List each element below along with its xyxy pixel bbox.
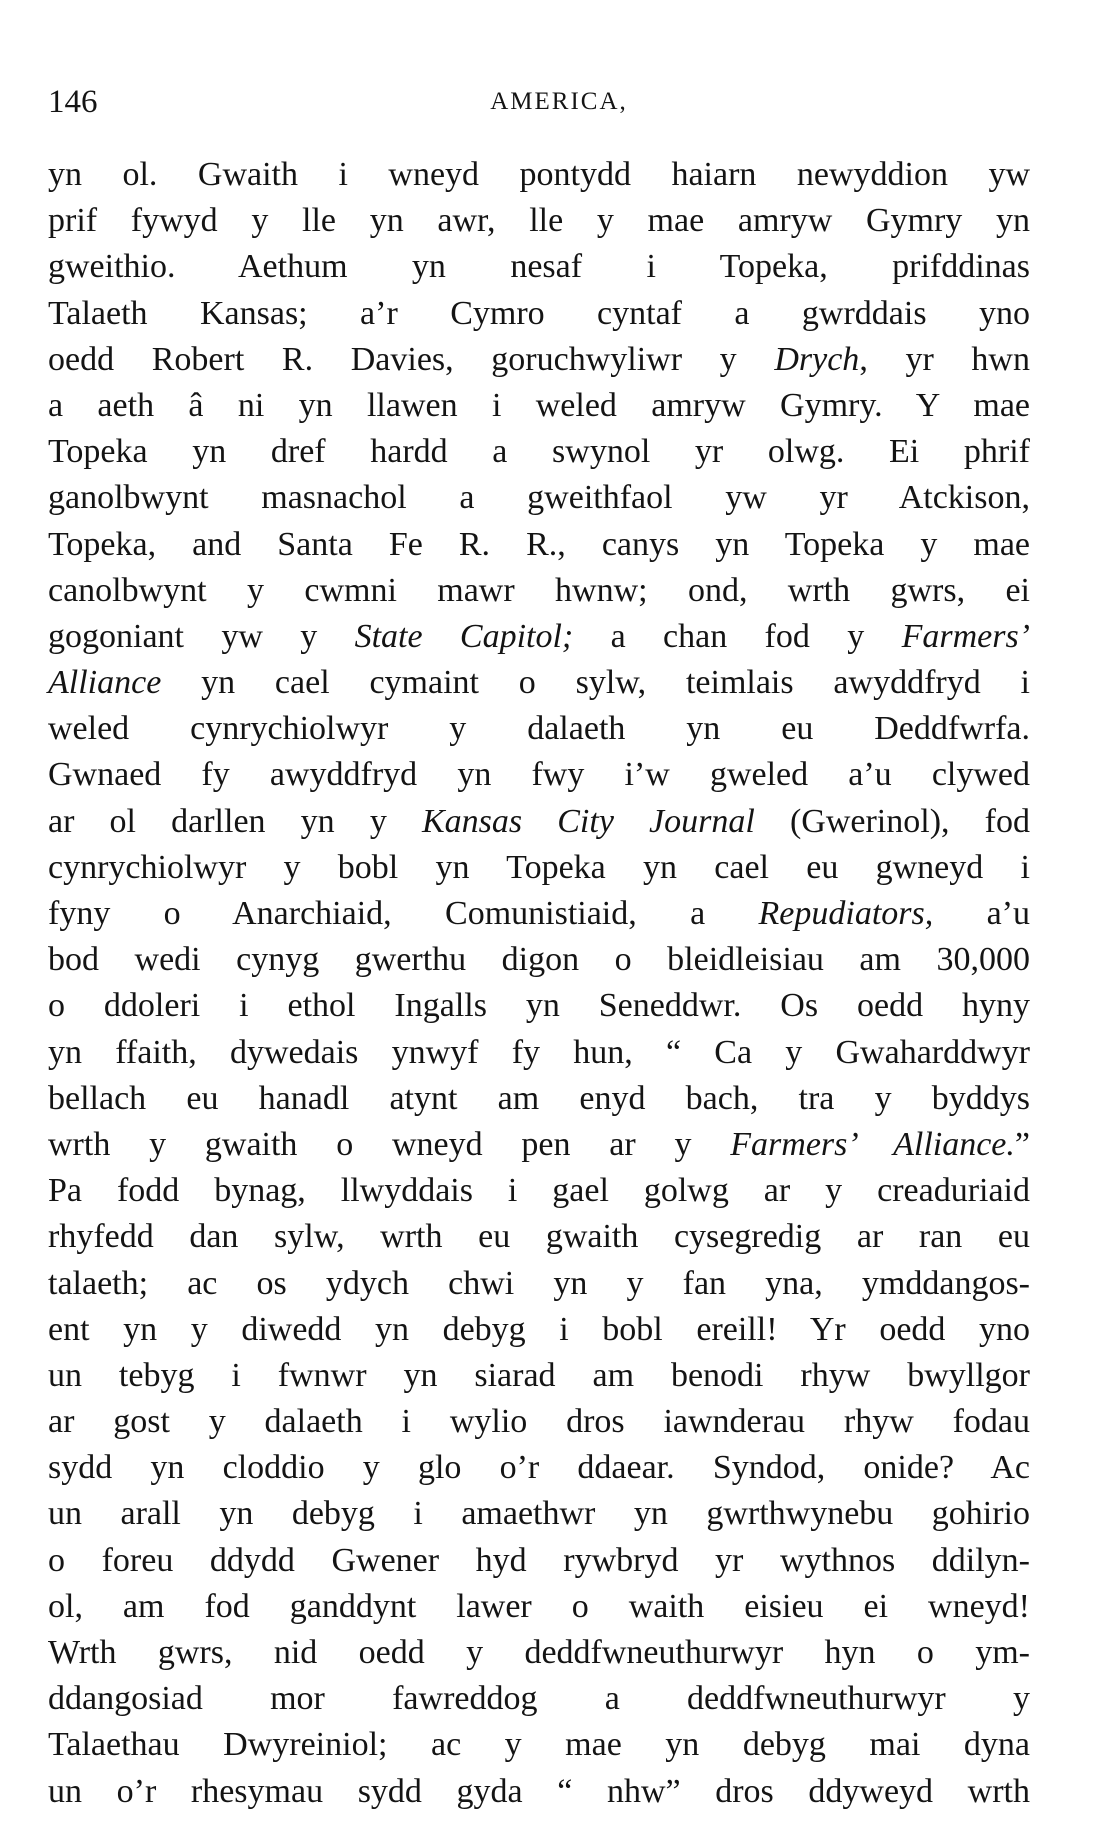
text-run: a aeth â ni yn llawen i weled amryw Gymry. Y mae xyxy=(48,386,1030,424)
text-run: o foreu ddydd Gwener hyd rywbryd yr wythnos ddilyn- xyxy=(48,1541,1030,1579)
text-run: bod wedi cynyg gwerthu digon o bleidleisiau am 30,000 xyxy=(48,941,1030,979)
text-run: gogoniant yw y xyxy=(48,617,355,655)
text-line xyxy=(48,244,1030,290)
body-text xyxy=(48,152,1030,1815)
text-line xyxy=(48,1307,1030,1353)
text-run: un tebyg i fwnwr yn siarad am benodi rhyw bwyllgor xyxy=(48,1356,1030,1394)
text-run: oedd Robert R. Davies, goruchwyliwr y xyxy=(48,340,775,378)
text-run: Topeka yn dref hardd a swynol yr olwg. Ei phrif xyxy=(48,433,1030,471)
italic-text: Drych xyxy=(774,340,860,378)
text-line xyxy=(48,522,1030,568)
text-run: un arall yn debyg i amaethwr yn gwrthwynebu gohirio xyxy=(48,1495,1030,1533)
text-line xyxy=(48,1491,1030,1537)
text-line xyxy=(48,937,1030,983)
text-run: ol, am fod ganddynt lawer o waith eisieu ei wneyd! xyxy=(48,1587,1030,1625)
page-number: 146 xyxy=(48,84,98,120)
text-line xyxy=(48,337,1030,383)
text-line xyxy=(48,1538,1030,1584)
text-line xyxy=(48,1168,1030,1214)
text-line xyxy=(48,198,1030,244)
text-run: yn ffaith, dywedais ynwyf fy hun, “ Ca y Gwaharddwyr xyxy=(48,1033,1030,1071)
text-run: cynrychiolwyr y bobl yn Topeka yn cael eu gwneyd i xyxy=(48,848,1030,886)
text-run: prif fywyd y lle yn awr, lle y mae amryw Gymry yn xyxy=(48,202,1030,240)
text-run: Wrth gwrs, nid oedd y deddfwneuthurwyr hyn o ym- xyxy=(48,1634,1030,1671)
text-run: talaeth; ac os ydych chwi yn y fan yna, ymddangos- xyxy=(48,1264,1030,1302)
text-line xyxy=(48,1630,1030,1676)
text-line xyxy=(48,568,1030,614)
text-run: a’u xyxy=(933,895,1030,932)
text-line xyxy=(48,383,1030,429)
text-run: ent yn y diwedd yn debyg i bobl ereill! Yr oedd yno xyxy=(48,1310,1030,1348)
text-run: ar ol darllen yn y xyxy=(48,802,422,840)
text-run: Talaethau Dwyreiniol; ac y mae yn debyg mai dyna xyxy=(48,1726,1030,1764)
text-line xyxy=(48,1122,1030,1168)
text-line xyxy=(48,1676,1030,1722)
running-head xyxy=(48,80,1030,124)
text-run: o ddoleri i ethol Ingalls yn Seneddwr. Os oedd hyny xyxy=(48,987,1030,1025)
text-line xyxy=(48,291,1030,337)
text-line xyxy=(48,1261,1030,1307)
text-run: yn ol. Gwaith i wneyd pontydd haiarn newyddion yw xyxy=(48,156,1030,193)
text-run: Pa fodd bynag, llwyddais i gael golwg ar y creaduriaid xyxy=(48,1172,1030,1210)
text-line xyxy=(48,1445,1030,1491)
text-line xyxy=(48,706,1030,752)
italic-text: Kansas City Journal xyxy=(421,802,755,840)
text-line xyxy=(48,1399,1030,1445)
text-run: canolbwynt y cwmni mawr hwnw; ond, wrth gwrs, ei xyxy=(48,571,1030,609)
text-run: , yr hwn xyxy=(859,340,1030,378)
text-run: Gwnaed fy awyddfryd yn fwy i’w gweled a’u clywed xyxy=(48,756,1030,794)
text-line xyxy=(48,1584,1030,1630)
text-line xyxy=(48,660,1030,706)
text-run: a chan fod y xyxy=(573,617,902,655)
text-line xyxy=(48,1030,1030,1076)
text-run: ar gost y dalaeth i wylio dros iawnderau rhyw fodau xyxy=(48,1403,1030,1441)
text-line xyxy=(48,475,1030,521)
text-line xyxy=(48,429,1030,475)
text-run: Topeka, and Santa Fe R. R., canys yn Topeka y mae xyxy=(48,525,1030,563)
text-line xyxy=(48,1214,1030,1260)
text-run: Talaeth Kansas; a’r Cymro cyntaf a gwrddais yno xyxy=(48,294,1030,332)
text-line xyxy=(48,1076,1030,1122)
italic-text: Alliance xyxy=(48,664,162,702)
running-title: AMERICA, xyxy=(490,88,628,115)
text-run: sydd yn cloddio y glo o’r ddaear. Syndod, onide? Ac xyxy=(48,1449,1030,1487)
italic-text: State Capitol; xyxy=(354,617,574,655)
text-run: ganolbwynt masnachol a gweithfaol yw yr Atckison, xyxy=(48,479,1030,517)
text-line xyxy=(48,983,1030,1029)
text-line xyxy=(48,1722,1030,1768)
text-line xyxy=(48,799,1030,845)
text-run: ddangosiad mor fawreddog a deddfwneuthurwyr y xyxy=(48,1680,1030,1718)
text-run: bellach eu hanadl atynt am enyd bach, tra y byddys xyxy=(48,1079,1030,1117)
text-run: rhyfedd dan sylw, wrth eu gwaith cysegredig ar ran eu xyxy=(48,1218,1030,1256)
text-run: un o’r rhesymau sydd gyda “ nhw” dros ddyweyd wrth xyxy=(48,1772,1030,1810)
italic-text: Farmers’ Alliance. xyxy=(730,1125,1015,1163)
text-line xyxy=(48,845,1030,891)
text-line xyxy=(48,1769,1030,1815)
text-line xyxy=(48,1353,1030,1399)
text-line xyxy=(48,752,1030,798)
text-run: weled cynrychiolwyr y dalaeth yn eu Deddfwrfa. xyxy=(48,710,1030,748)
text-line xyxy=(48,614,1030,660)
text-run: ” xyxy=(1014,1125,1030,1163)
text-line xyxy=(48,152,1030,198)
text-run: fyny o Anarchiaid, Comunistiaid, a xyxy=(48,895,759,932)
text-run: yn cael cymaint o sylw, teimlais awyddfryd i xyxy=(161,664,1030,702)
text-run: gweithio. Aethum yn nesaf i Topeka, prifddinas xyxy=(48,248,1030,286)
text-line xyxy=(48,891,1030,937)
text-run: wrth y gwaith o wneyd pen ar y xyxy=(48,1125,731,1163)
text-run: (Gwerinol), fod xyxy=(754,802,1030,840)
italic-text: Repudiators, xyxy=(758,895,934,932)
italic-text: Farmers’ xyxy=(901,617,1030,655)
